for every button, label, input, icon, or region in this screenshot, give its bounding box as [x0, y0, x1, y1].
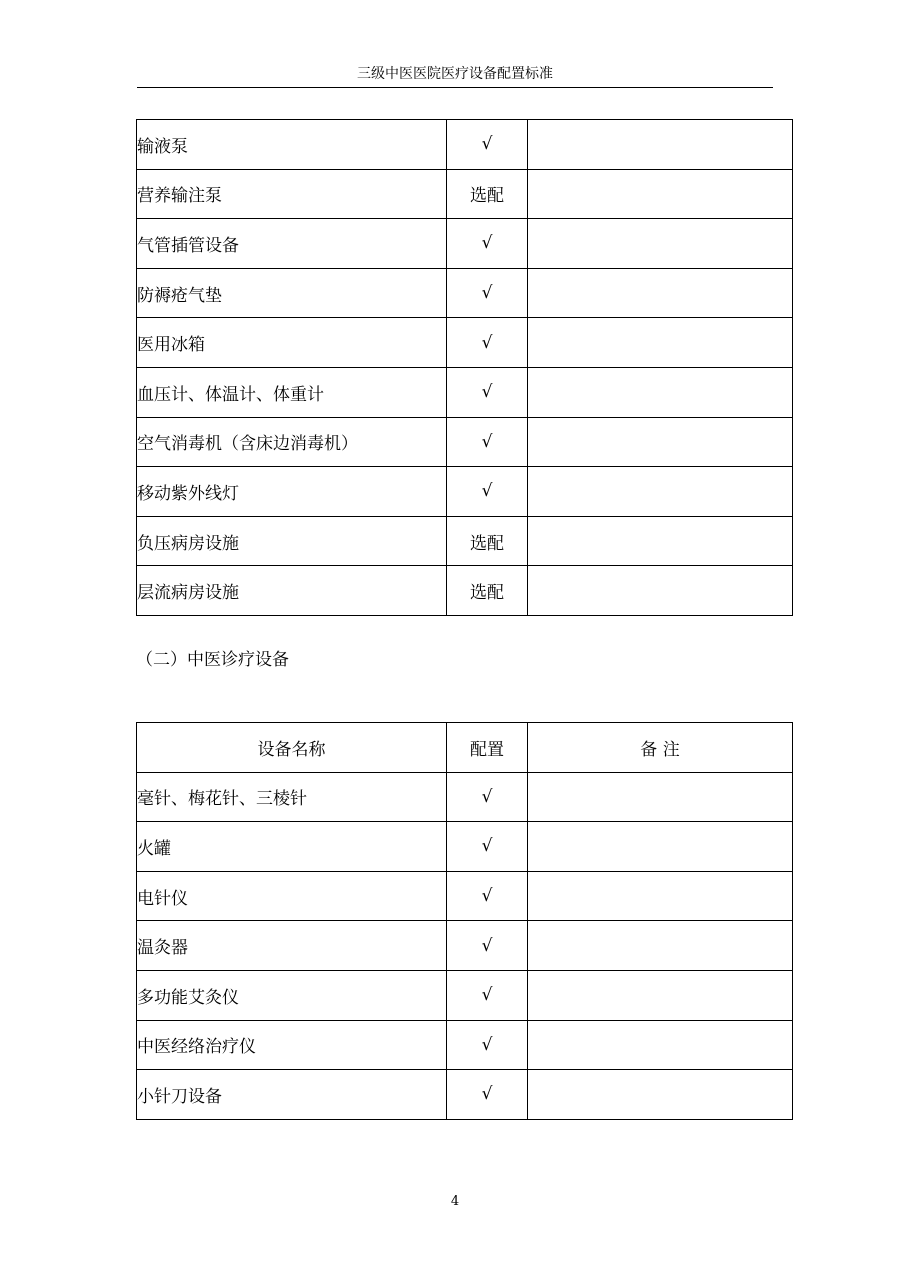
tcm-equipment-table: [136, 722, 793, 1120]
equipment-table-continued: [136, 119, 793, 616]
equipment-table-body: [137, 120, 793, 616]
config-cell: √: [447, 268, 528, 318]
config-cell: 选配: [447, 516, 528, 566]
table-row: [137, 367, 793, 417]
config-cell: 选配: [447, 169, 528, 219]
column-header-name: 设备名称: [137, 723, 447, 773]
config-cell: √: [447, 318, 528, 368]
table-row: [137, 169, 793, 219]
equipment-name-cell: 层流病房设施: [137, 566, 447, 616]
equipment-name-cell: 医用冰箱: [137, 318, 447, 368]
tcm-equipment-table-body: [137, 772, 793, 1119]
config-cell: √: [447, 120, 528, 170]
equipment-name-cell: 空气消毒机（含床边消毒机）: [137, 417, 447, 467]
table-row: [137, 1070, 793, 1120]
table-row: [137, 822, 793, 872]
config-cell: √: [447, 1020, 528, 1070]
table-row: [137, 219, 793, 269]
equipment-name-cell: 移动紫外线灯: [137, 467, 447, 517]
config-cell: √: [447, 1070, 528, 1120]
config-cell: √: [447, 467, 528, 517]
equipment-name-cell: 负压病房设施: [137, 516, 447, 566]
note-cell: [528, 219, 793, 269]
note-cell: [528, 1020, 793, 1070]
table-row: [137, 516, 793, 566]
equipment-name-cell: 小针刀设备: [137, 1070, 447, 1120]
table-row: [137, 772, 793, 822]
config-cell: √: [447, 772, 528, 822]
config-cell: √: [447, 822, 528, 872]
table-row: [137, 871, 793, 921]
note-cell: [528, 169, 793, 219]
config-cell: √: [447, 970, 528, 1020]
equipment-name-cell: 中医经络治疗仪: [137, 1020, 447, 1070]
note-cell: [528, 822, 793, 872]
equipment-name-cell: 火罐: [137, 822, 447, 872]
config-cell: √: [447, 219, 528, 269]
table-row: [137, 467, 793, 517]
config-cell: √: [447, 871, 528, 921]
note-cell: [528, 566, 793, 616]
table-row: [137, 417, 793, 467]
note-cell: [528, 1070, 793, 1120]
equipment-name-cell: 电针仪: [137, 871, 447, 921]
note-cell: [528, 268, 793, 318]
note-cell: [528, 417, 793, 467]
note-cell: [528, 318, 793, 368]
config-cell: √: [447, 417, 528, 467]
note-cell: [528, 120, 793, 170]
page-header: [137, 64, 773, 88]
page-number: 4: [450, 1194, 460, 1209]
table-row: [137, 566, 793, 616]
section-title: （二）中医诊疗设备: [136, 650, 289, 670]
config-cell: √: [447, 367, 528, 417]
table-row: [137, 318, 793, 368]
note-cell: [528, 516, 793, 566]
equipment-name-cell: 营养输注泵: [137, 169, 447, 219]
equipment-name-cell: 多功能艾灸仪: [137, 970, 447, 1020]
equipment-name-cell: 血压计、体温计、体重计: [137, 367, 447, 417]
document-title: 三级中医医院医疗设备配置标准: [357, 66, 553, 82]
config-cell: √: [447, 921, 528, 971]
equipment-name-cell: 输液泵: [137, 120, 447, 170]
table-row: [137, 120, 793, 170]
note-cell: [528, 970, 793, 1020]
equipment-name-cell: 防褥疮气垫: [137, 268, 447, 318]
table-header-row: [137, 723, 793, 773]
column-header-config: 配置: [447, 723, 528, 773]
table-row: [137, 268, 793, 318]
table-row: [137, 970, 793, 1020]
note-cell: [528, 367, 793, 417]
note-cell: [528, 871, 793, 921]
note-cell: [528, 467, 793, 517]
table-row: [137, 921, 793, 971]
equipment-name-cell: 毫针、梅花针、三棱针: [137, 772, 447, 822]
column-header-note: 备 注: [528, 723, 793, 773]
equipment-name-cell: 温灸器: [137, 921, 447, 971]
equipment-name-cell: 气管插管设备: [137, 219, 447, 269]
note-cell: [528, 772, 793, 822]
note-cell: [528, 921, 793, 971]
config-cell: 选配: [447, 566, 528, 616]
table-row: [137, 1020, 793, 1070]
